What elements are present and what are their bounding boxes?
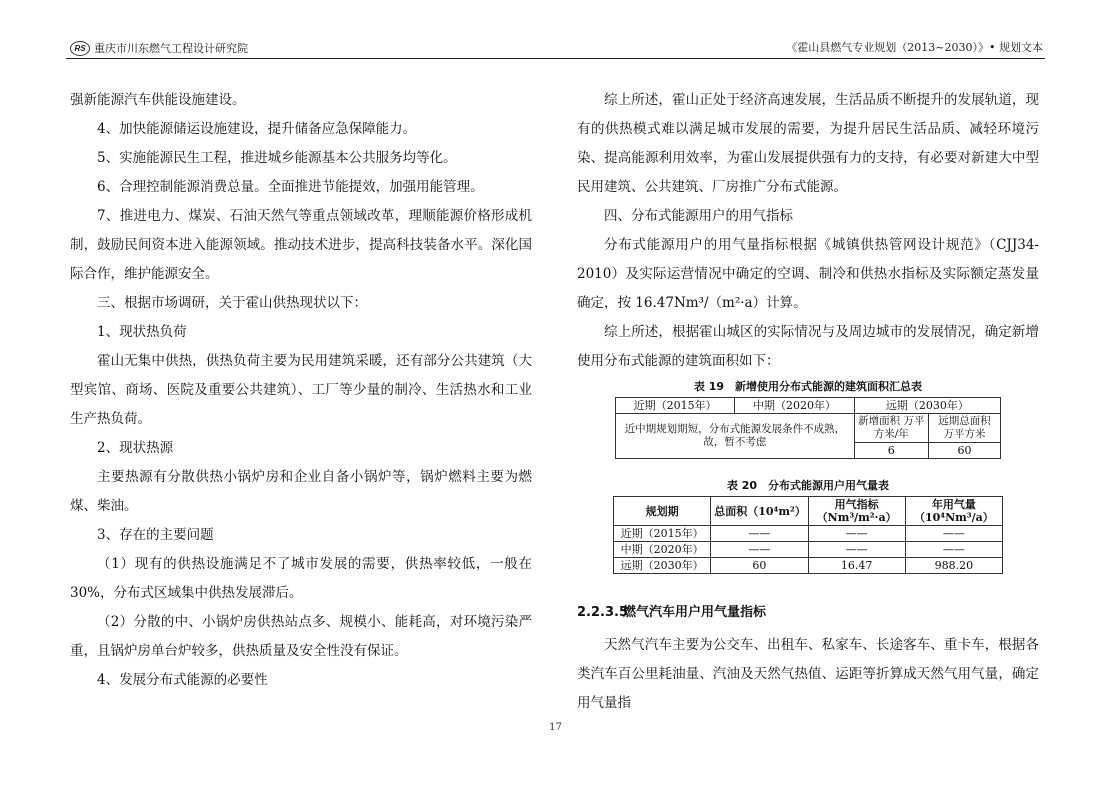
table19-caption: 表 19 新增使用分布式能源的建筑面积汇总表	[693, 380, 923, 393]
table20-cell: ——	[711, 542, 808, 558]
table-row	[614, 526, 1003, 542]
paragraph: 6、合理控制能源消费总量。全面推进节能提效，加强用能管理。	[97, 179, 484, 195]
table20-cell: ——	[808, 526, 905, 542]
paragraph: 霍山无集中供热，供热负荷主要为民用建筑采暖，还有部分公共建筑（大型宾馆、商场、医院及重要公共建筑）、工厂等少量的制冷、生活热水和工业生产热负荷。	[70, 353, 532, 427]
paragraph: 综上所述，根据霍山城区的实际情况与及周边城市的发展情况，确定新增使用分布式能源的建筑面积如下：	[577, 324, 1039, 369]
table19-header-far: 远期（2030年）	[854, 398, 1000, 414]
org-name: 重庆市川东燃气工程设计研究院	[94, 41, 248, 55]
table20-header-area: 总面积（10⁴m²）	[711, 497, 808, 526]
section-title: 燃气汽车用户用气量指标	[623, 605, 767, 620]
org-logo-icon: RS	[70, 41, 90, 56]
table20-cell: ——	[711, 526, 808, 542]
paragraph: 1、现状热负荷	[97, 324, 187, 340]
paragraph: （1）现有的供热设施满足不了城市发展的需要，供热率较低，一般在 30%，分布式区域集中供热发展滞后。	[70, 556, 532, 601]
paragraph: 主要热源有分散供热小锅炉房和企业自备小锅炉等，锅炉燃料主要为燃煤、柴油。	[70, 469, 532, 514]
table19	[615, 397, 1001, 459]
table20-cell: 988.20	[905, 558, 1002, 574]
paragraph: 7、推进电力、煤炭、石油天然气等重点领域改革，理顺能源价格形成机制，鼓励民间资本进入能源领域。推动技术进步，提高科技装备水平。深化国际合作，维护能源安全。	[70, 208, 532, 282]
table20-header-index: 用气指标（Nm³/m²·a）	[808, 497, 905, 526]
paragraph: 4、发展分布式能源的必要性	[97, 672, 268, 688]
table20-cell: ——	[808, 542, 905, 558]
table20-header-period: 规划期	[614, 497, 711, 526]
section-heading	[577, 598, 1039, 627]
table20-cell: 中期（2020年）	[614, 542, 711, 558]
paragraph: 四、分布式能源用户的用气指标	[604, 208, 793, 224]
page-number: 17	[549, 722, 562, 733]
table20-cell: 60	[711, 558, 808, 574]
paragraph: 分布式能源用户的用气量指标根据《城镇供热管网设计规范》（CJJ34-2010）及实际运营情况中确定的空调、制冷和供热水指标及实际额定蒸发量确定，按 16.47Nm³/（m²·a）计算。	[577, 237, 1039, 311]
table20-cell: ——	[905, 542, 1002, 558]
table20	[613, 496, 1003, 574]
table19-sub-total: 远期总面积 万平方米	[928, 414, 1000, 443]
paragraph: 3、存在的主要问题	[97, 527, 214, 543]
section-number: 2.2.3.5	[577, 605, 628, 620]
paragraph: 2、现状热源	[97, 440, 174, 456]
table20-header-annual: 年用气量（10⁴Nm³/a）	[905, 497, 1002, 526]
paragraph: 5、实施能源民生工程，推进城乡能源基本公共服务均等化。	[97, 150, 457, 166]
table19-header-mid: 中期（2020年）	[735, 398, 854, 414]
table-row	[614, 558, 1003, 574]
right-column	[577, 86, 1039, 718]
doc-title: 《霍山县燃气专业规划（2013~2030）》• 规划文本	[786, 41, 1043, 54]
table19-value-total: 60	[928, 443, 1000, 459]
table20-cell: 近期（2015年）	[614, 526, 711, 542]
table19-note: 近中期规划期短，分布式能源发展条件不成熟，故，暂不考虑	[616, 414, 855, 459]
table19-sub-new: 新增面积 万平方米/年	[854, 414, 928, 443]
paragraph: 天然气汽车主要为公交车、出租车、私家车、长途客车、重卡车，根据各类汽车百公里耗油量、汽油及天然气热值、运距等折算成天然气用气量，确定用气量指	[577, 637, 1039, 711]
left-column	[70, 86, 532, 695]
table-row	[614, 542, 1003, 558]
table20-cell: 远期（2030年）	[614, 558, 711, 574]
table19-header-near: 近期（2015年）	[616, 398, 735, 414]
table20-cell: 16.47	[808, 558, 905, 574]
table19-value-new: 6	[854, 443, 928, 459]
table20-caption: 表 20 分布式能源用户用气量表	[726, 479, 890, 492]
paragraph: 4、加快能源储运设施建设，提升储备应急保障能力。	[97, 121, 417, 137]
table20-cell: ——	[905, 526, 1002, 542]
paragraph: 综上所述，霍山正处于经济高速发展，生活品质不断提升的发展轨道，现有的供热模式难以满足城市发展的需要，为提升居民生活品质、减轻环境污染、提高能源利用效率，为霍山发展提供强有力的支持，有必要对新建大中型民用建筑、公共建筑、厂房推广分布式能源。	[577, 92, 1039, 195]
paragraph: 三、根据市场调研，关于霍山供热现状以下：	[97, 295, 367, 311]
page-header-left	[70, 41, 248, 56]
paragraph: 强新能源汽车供能设施建设。	[70, 92, 246, 108]
header-rule	[66, 58, 1045, 59]
paragraph: （2）分散的中、小锅炉房供热站点多、规模小、能耗高，对环境污染严重，且锅炉房单台炉较多，供热质量及安全性没有保证。	[70, 614, 532, 659]
